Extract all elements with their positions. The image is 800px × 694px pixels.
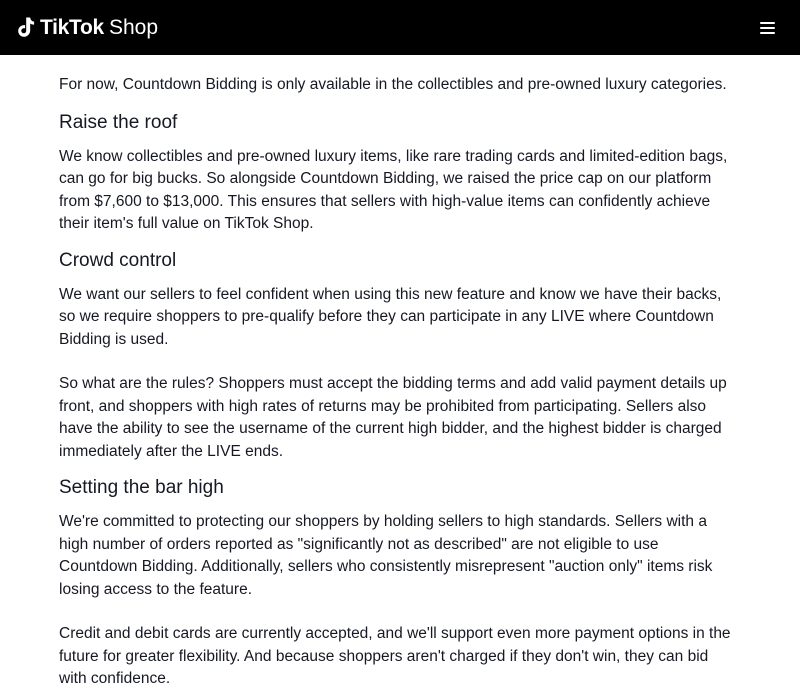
section-paragraph: We want our sellers to feel confident when using this new feature and know we have their backs, so we require shoppers to pre-qualify before they can participate in any LIVE where Countdown Bidding is used. bbox=[59, 285, 722, 348]
tiktok-note-icon bbox=[16, 17, 36, 39]
top-navigation-bar bbox=[0, 0, 800, 55]
section-heading-raise-the-roof: Raise the roof bbox=[59, 111, 178, 133]
menu-line bbox=[760, 22, 775, 24]
tiktok-shop-logo-link[interactable] bbox=[16, 16, 158, 40]
brand-name: TikTok bbox=[40, 15, 104, 39]
hamburger-menu-icon[interactable] bbox=[760, 18, 780, 38]
menu-line bbox=[760, 32, 775, 34]
section-paragraph: We know collectibles and pre-owned luxury items, like rare trading cards and limited-edition bags, can go for big bucks. So alongside Countdown Bidding, we raised the price cap on our platform from $7,600 to $13,000. This ensures that sellers with high-value items can confidently achieve their item's full value on TikTok Shop. bbox=[59, 147, 728, 232]
section-heading-setting-the-bar-high: Setting the bar high bbox=[59, 477, 224, 498]
brand-suffix: Shop bbox=[108, 15, 158, 39]
section-paragraph: Credit and debit cards are currently accepted, and we'll support even more payment options in the future for greater flexibility. And because shoppers aren't charged if they don't win, they can bid with confidence. bbox=[59, 625, 731, 687]
article-body bbox=[59, 55, 739, 691]
section-heading-crowd-control: Crowd control bbox=[59, 249, 177, 271]
menu-line bbox=[760, 27, 775, 29]
section-paragraph: We're committed to protecting our shoppers by holding sellers to high standards. Sellers with a high number of orders reported as "significantly not as described" are not eligible to use Countdown Bidding. Additionally, sellers who consistently misrepresent "auction only" items risk losing access to the feature. bbox=[59, 513, 713, 598]
section-paragraph: So what are the rules? Shoppers must accept the bidding terms and add valid payment details up front, and shoppers with high rates of returns may be prohibited from participating. Sellers also have the ability to see the username of the current high bidder, and the highest bidder is charged immediately after the LIVE ends. bbox=[59, 375, 727, 460]
intro-paragraph: For now, Countdown Bidding is only available in the collectibles and pre-owned luxury categories. bbox=[59, 76, 727, 93]
